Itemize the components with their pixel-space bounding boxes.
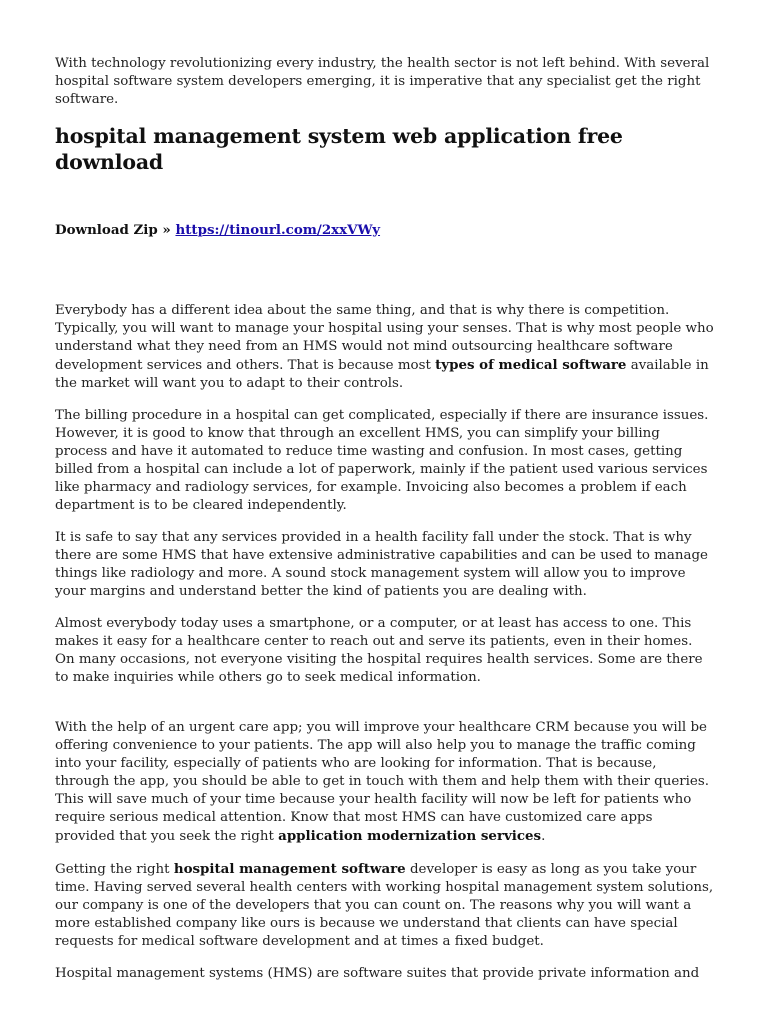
- paragraph-hms-definition: Hospital management systems (HMS) are software suites that provide private information and: [55, 966, 700, 981]
- p6-text-after: developer is easy as long as you take your time. Having served several health centers with working hospital management system solutions, our company is one of the developers that you can count on. The reasons why you will want a more established company like ours is because we understand that clients can have special requests for medical software development and at times a fixed budget.: [55, 862, 714, 949]
- p6-bold-text: hospital management software: [173, 861, 406, 877]
- document-page: [55, 55, 715, 997]
- paragraph-urgent-care: [55, 719, 715, 846]
- paragraph-competition: [55, 302, 715, 393]
- p5-text-before: With the help of an urgent care app; you will improve your healthcare CRM because you will be offering convenience to your patients. The app will also help you to manage the traffic coming into your facility, especially of patients who are looking for information. That is because, through the app, you should be able to get in touch with them and help them with their queries. This will save much of your time because your health facility will now be left for patients who require serious medical attention. Know that most HMS can have customized care apps provided that you seek the right: [55, 720, 709, 844]
- p1-text-before: Everybody has a different idea about the same thing, and that is why there is competition. Typically, you will want to manage your hospital using your senses. That is why most people who understand what they need from an HMS would not mind outsourcing healthcare software development services and others. That is because most: [55, 303, 714, 373]
- download-label: Download Zip »: [55, 222, 171, 238]
- download-link[interactable]: https://tinourl.com/2xxVWy: [175, 222, 381, 238]
- p5-bold-text: application modernization services: [278, 828, 542, 844]
- p1-bold-text: types of medical software: [435, 357, 627, 373]
- page-title: hospital management system web application free download: [55, 124, 623, 174]
- paragraph-smartphone: Almost everybody today uses a smartphone, or a computer, or at least has access to one. This makes it easy for a healthcare center to reach out and serve its patients, even in their homes. On many occasions, not everyone visiting the hospital requires health services. Some are there to make inquiries while others go to seek medical information.: [55, 616, 703, 685]
- intro-paragraph: With technology revolutionizing every industry, the health sector is not left behind. With several hospital software system developers emerging, it is imperative that any specialist get the right software.: [55, 56, 710, 107]
- p1-text-after: available in the market will want you to adapt to their controls.: [55, 358, 709, 391]
- download-line: [55, 221, 715, 239]
- paragraph-developer: [55, 860, 715, 951]
- paragraph-stock: It is safe to say that any services provided in a health facility fall under the stock. That is why there are some HMS that have extensive administrative capabilities and can be used to manage things like radiology and more. A sound stock management system will allow you to improve your margins and understand better the kind of patients you are dealing with.: [55, 530, 708, 599]
- p5-text-after: .: [541, 829, 546, 844]
- p6-text-before: Getting the right: [55, 862, 174, 877]
- paragraph-billing: The billing procedure in a hospital can get complicated, especially if there are insurance issues. However, it is good to know that through an excellent HMS, you can simplify your billing process and have it automated to reduce time wasting and confusion. In most cases, getting billed from a hospital can include a lot of paperwork, mainly if the patient used various services like pharmacy and radiology services, for example. Invoicing also becomes a problem if each department is to be cleared independently.: [55, 408, 709, 513]
